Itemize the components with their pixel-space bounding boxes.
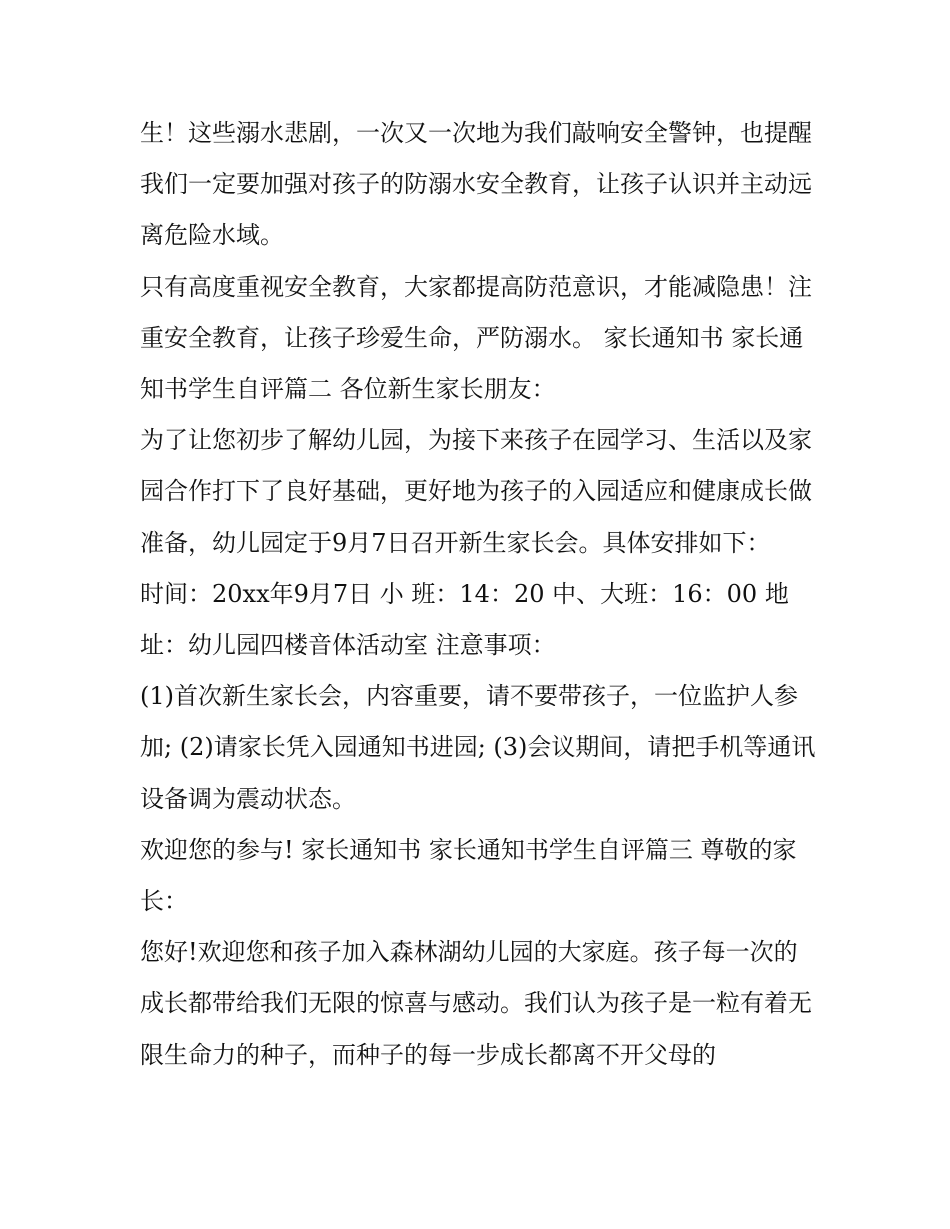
paragraph-1: 生！这些溺水悲剧，一次又一次地为我们敲响安全警钟，也提醒我们一定要加强对孩子的防溺水安全教育，让孩子认识并主动远离危险水域。 [140,119,812,250]
paragraph-4: 时间：20xx年9月7日 小 班：14：20 中、大班：16：00 地址：幼儿园四楼音体活动室 注意事项： [140,579,789,660]
paragraph-6: 欢迎您的参与! 家长通知书 家长通知书学生自评篇三 尊敬的家长： [140,835,797,916]
document-body [140,108,820,1081]
paragraph-3: 为了让您初步了解幼儿园，为接下来孩子在园学习、生活以及家园合作打下了良好基础，更好地为孩子的入园适应和健康成长做准备，幼儿园定于9月7日召开新生家长会。具体安排如下： [140,426,812,557]
paragraph-2: 只有高度重视安全教育，大家都提高防范意识，才能减隐患！注重安全教育，让孩子珍爱生命，严防溺水。 家长通知书 家长通知书学生自评篇二 各位新生家长朋友： [140,272,812,404]
paragraph-7: 您好!欢迎您和孩子加入森林湖幼儿园的大家庭。孩子每一次的成长都带给我们无限的惊喜与感动。我们认为孩子是一粒有着无限生命力的种子，而种子的每一步成长都离不开父母的 [140,938,812,1069]
paragraph-5: (1)首次新生家长会，内容重要，请不要带孩子，一位监护人参加; (2)请家长凭入园通知书进园; (3)会议期间，请把手机等通讯设备调为震动状态。 [140,682,816,813]
